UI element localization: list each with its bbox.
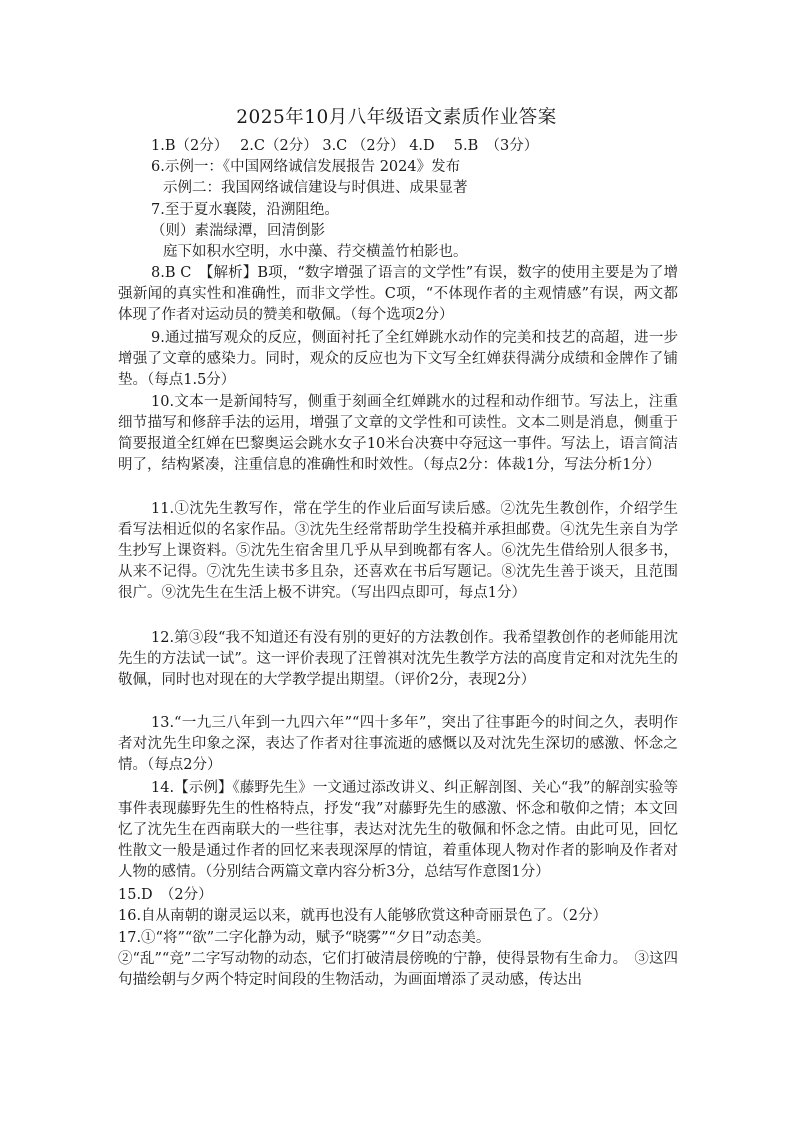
answer-6-example-1: 6.示例一：《中国网络诚信发展报告 2024》发布 <box>151 159 461 175</box>
answer-8: 8.B C 【解析】B项，“数字增强了语言的文学性”有误，数字的使用主要是为了增强新闻的真实性和准确性，而非文学性。C项，“不体现作者的主观情感”有误，两文都体现了作者对运动员的赞美和敬佩。（每个选项2分） <box>118 265 678 323</box>
answer-7-line-2: （则）素湍绿潭，回清倒影 <box>151 223 325 239</box>
answer-14: 14.【示例】《藤野先生》一文通过添改讲义、纠正解剖图、关心“我”的解剖实验等事件表现藤野先生的性格特点，抒发“我”对藤野先生的感激、怀念和敬仰之情；本文回忆了沈先生在西南联大的一些往事，表达对沈先生的敬佩和怀念之情。由此可见，回忆性散文一般是通过作者的回忆来表现深厚的情谊，着重体现人物对作者的影响及作者对人物的感情。（分别结合两篇文章内容分析3分，总结写作意图1分） <box>118 780 678 880</box>
answer-7-line-3: 庭下如积水空明，水中藻、荇交横盖竹柏影也。 <box>163 244 468 260</box>
answer-13: 13.“一九三八年到一九四六年”“四十多年”，突出了往事距今的时间之久，表明作者对沈先生印象之深，表达了作者对往事流逝的感慨以及对沈先生深切的感激、怀念之情。（每点2分） <box>118 715 678 773</box>
answer-7-line-1: 7.至于夏水襄陵，沿溯阻绝。 <box>151 202 339 218</box>
answer-15: 15.D （2分） <box>118 887 213 903</box>
answer-10: 10.文本一是新闻特写，侧重于刻画全红婵跳水的过程和动作细节。写法上，注重细节描写和修辞手法的运用，增强了文章的文学性和可读性。文本二则是消息，侧重于简要报道全红婵在巴黎奥运会跳水女子10米台决赛中夺冠这一事件。写法上，语言简洁明了，结构紧凑，注重信息的准确性和时效性。（每点2分：体裁1分，写法分析1分） <box>118 394 678 473</box>
page-title: 2025年10月八年级语文素质作业答案 <box>236 107 557 128</box>
answer-1-5: 1.B（2分） 2.C（2分） 3.C （2分） 4.D 5.B （3分） <box>151 138 539 154</box>
answer-17-line-1: 17.①“将”“欲”二字化静为动，赋予“晓雾”“夕日”动态美。 <box>118 930 491 946</box>
answer-16: 16.自从南朝的谢灵运以来，就再也没有人能够欣赏这种奇丽景色了。（2分） <box>118 908 608 924</box>
answer-6-example-2: 示例二：我国网络诚信建设与时俱进、成果显著 <box>163 180 468 196</box>
answer-9: 9.通过描写观众的反应，侧面衬托了全红婵跳水动作的完美和技艺的高超，进一步增强了文章的感染力。同时，观众的反应也为下文写全红婵获得满分成绩和金牌作了铺垫。（每点1.5分） <box>118 330 678 388</box>
answer-17-line-2: ②“乱”“竞”二字写动物的动态，它们打破清晨傍晚的宁静，使得景物有生命力。 ③这四句描绘朝与夕两个特定时间段的生物活动，为画面增添了灵动感，传达出 <box>118 951 678 988</box>
answer-12: 12.第③段“我不知道还有没有别的更好的方法教创作。我希望教创作的老师能用沈先生的方法试一试”。这一评价表现了汪曾祺对沈先生教学方法的高度肯定和对沈先生的敬佩，同时也对现在的大学教学提出期望。（评价2分，表现2分） <box>118 630 678 688</box>
answer-11: 11.①沈先生教写作，常在学生的作业后面写读后感。②沈先生教创作，介绍学生看写法相近似的名家作品。③沈先生经常帮助学生投稿并承担邮费。④沈先生亲自为学生抄写上课资料。⑤沈先生宿舍里几乎从早到晚都有客人。⑥沈先生借给别人很多书，从来不记得。⑦沈先生读书多且杂，还喜欢在书后写题记。⑧沈先生善于谈天，且范围很广。⑨沈先生在生活上极不讲究。（写出四点即可，每点1分） <box>118 501 678 601</box>
